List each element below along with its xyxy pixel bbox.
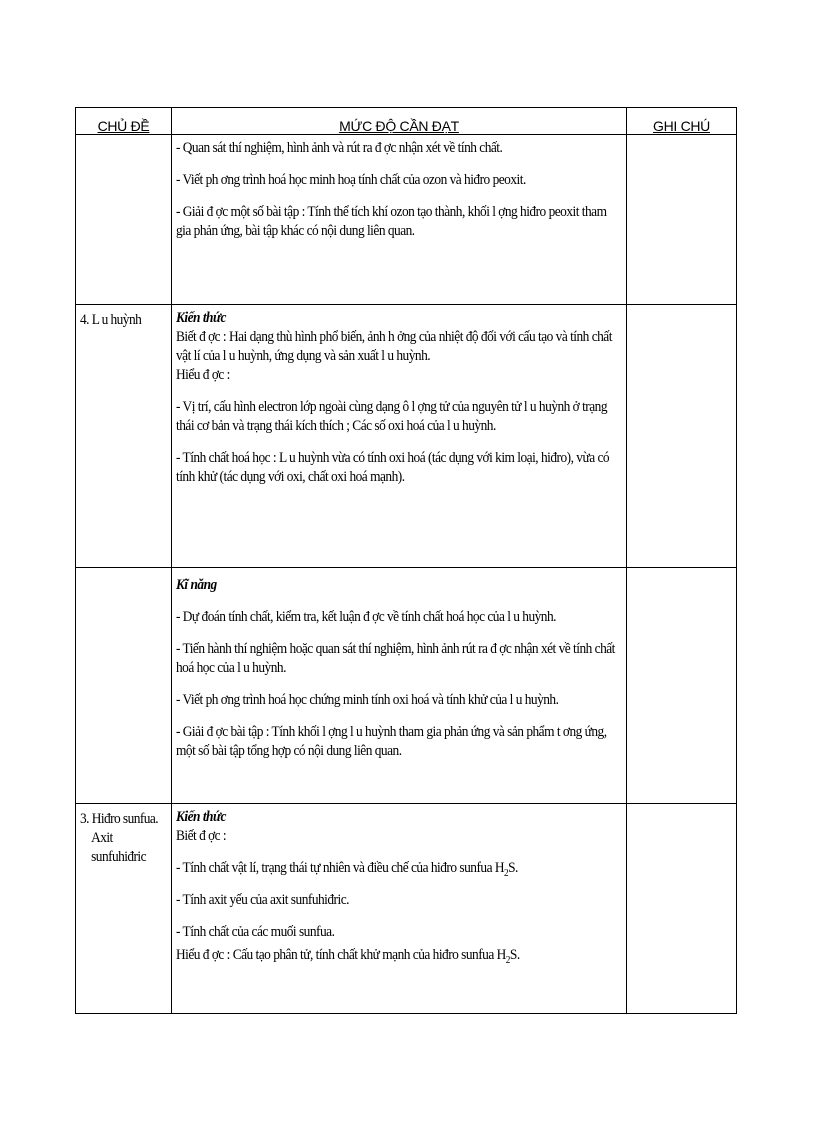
paragraph: Hiểu đ ợc : Cấu tạo phân tử, tính chất khử mạnh của hiđro sunfua $H_2S$. — [176, 947, 520, 966]
header-topic: CHỦ ĐỀ — [76, 108, 172, 135]
list-item: - Giải đ ợc bài tập : Tính khối l ợng l u huỳnh tham gia phản ứng và sản phẩm t ơng ứng, một số bài tập tổng hợp có nội dung liên quan. — [176, 724, 607, 759]
topic-cell — [76, 568, 172, 804]
table-row — [76, 305, 737, 568]
list-item: - Giải đ ợc một số bài tập : Tính thể tích khí ozon tạo thành, khối l ợng hiđro peoxit tham gia phản ứng, bài tập khác có nội dung liên quan. — [176, 204, 607, 239]
table-row — [76, 804, 737, 1014]
list-item: - Tính axit yếu của axit sunfuhiđric. — [176, 892, 349, 908]
header-note: GHI CHÚ — [627, 108, 737, 135]
note-cell — [627, 804, 737, 1014]
content-cell — [172, 305, 627, 568]
table-row — [76, 568, 737, 804]
topic-title-line: sunfuhiđric — [91, 849, 146, 865]
list-item: - Viết ph ơng trình hoá học minh hoạ tính chất của ozon và hiđro peoxit. — [176, 172, 526, 188]
topic-title: 3. Hiđro sunfua. — [80, 811, 159, 827]
topic-cell — [76, 305, 172, 568]
topic-cell — [76, 135, 172, 305]
curriculum-table — [75, 107, 737, 1014]
note-cell — [627, 568, 737, 804]
list-item: - Tiến hành thí nghiệm hoặc quan sát thí nghiệm, hình ảnh rút ra đ ợc nhận xét về tính chất hoá học của l u huỳnh. — [176, 641, 615, 676]
table-header-row — [76, 108, 737, 135]
list-item: - Tính chất hoá học : L u huỳnh vừa có tính oxi hoá (tác dụng với kim loại, hiđro), vừa có tính khử (tác dụng với oxi, chất oxi hoá mạnh). — [176, 450, 610, 485]
list-item: - Dự đoán tính chất, kiểm tra, kết luận đ ợc về tính chất hoá học của l u huỳnh. — [176, 609, 557, 625]
note-cell — [627, 305, 737, 568]
section-heading: Kĩ năng — [176, 577, 217, 593]
content-cell — [172, 135, 627, 305]
topic-title: 4. L u huỳnh — [80, 312, 142, 328]
list-item: - Tính chất của các muối sunfua. — [176, 924, 335, 940]
list-item: - Quan sát thí nghiệm, hình ảnh và rút ra đ ợc nhận xét về tính chất. — [176, 140, 503, 156]
section-heading: Kiến thức — [176, 809, 226, 825]
list-item: - Viết ph ơng trình hoá học chứng minh tính oxi hoá và tính khử của l u huỳnh. — [176, 692, 559, 708]
paragraph: Biết đ ợc : Hai dạng thù hình phổ biến, ảnh h ởng của nhiệt độ đối với cấu tạo và tính chất vật lí của l u huỳnh, ứng dụng và sản xuất l u huỳnh. — [176, 329, 612, 364]
header-level: MỨC ĐỘ CẦN ĐẠT — [172, 108, 627, 135]
section-heading: Kiến thức — [176, 310, 226, 326]
table-row — [76, 135, 737, 305]
paragraph: Hiểu đ ợc : — [176, 367, 230, 383]
topic-title-line: Axit — [91, 830, 113, 846]
note-cell — [627, 135, 737, 305]
topic-cell — [76, 804, 172, 1014]
content-cell — [172, 804, 627, 1014]
paragraph: Biết đ ợc : — [176, 828, 227, 844]
content-cell — [172, 568, 627, 804]
list-item: - Tính chất vật lí, trạng thái tự nhiên và điều chế của hiđro sunfua $H_2S$. — [176, 860, 518, 879]
list-item: - Vị trí, cấu hình electron lớp ngoài cùng dạng ô l ợng tử của nguyên tử l u huỳnh ở trạng thái cơ bản và trạng thái kích thích ; Các số oxi hoá của l u huỳnh. — [176, 399, 608, 434]
